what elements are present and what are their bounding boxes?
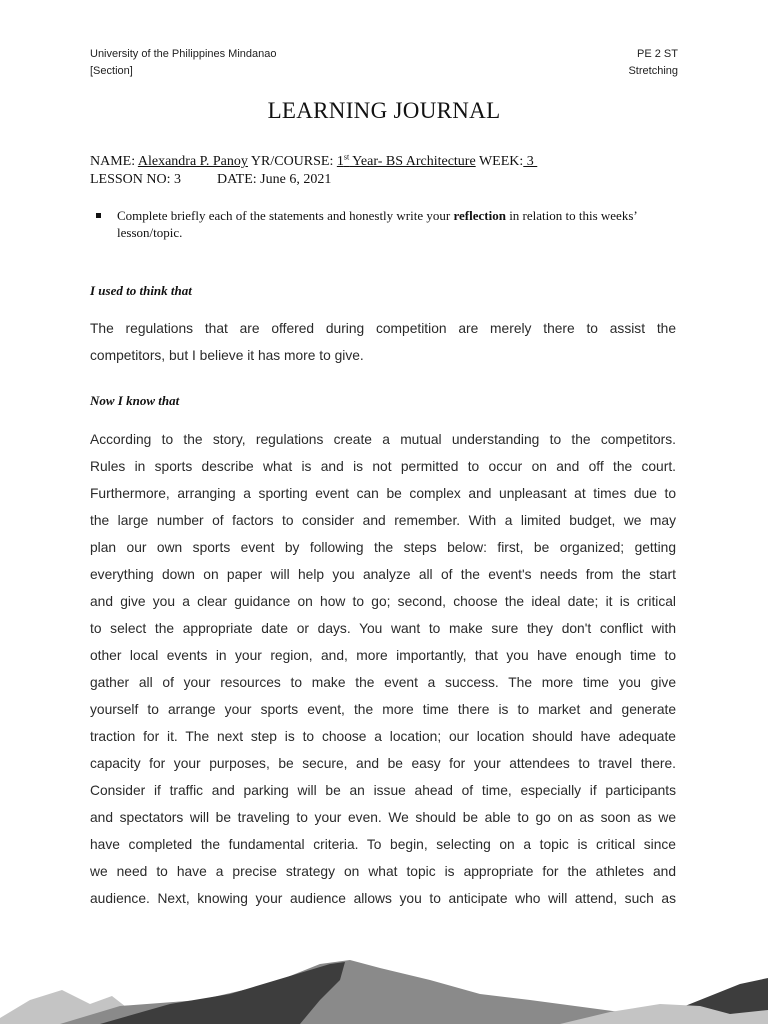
week-label: WEEK: [478,154,524,169]
mountain-range-graphic [0,960,768,1024]
paragraph-line: Furthermore, arranging a sporting event can be complex and unpleasant at times due to [90,486,676,501]
prompt-used-to-think: I used to think that [90,283,192,298]
name-value: Alexandra P. Panoy [137,154,248,169]
document-title: LEARNING JOURNAL [267,98,501,123]
paragraph-line: yourself to arrange your sports event, the more time there is to market and generate [90,702,676,717]
paragraph-line: everything down on paper will help you analyze all of the event's needs from the start [90,567,676,582]
paragraph-line: to select the appropriate date or days. You want to make sure they don't conflict with [90,621,676,636]
header-section: [Section] [90,65,133,77]
paragraph-line: and spectators will be traveling to your even. We should be able to go on as soon as we [90,810,676,825]
lesson-info-line [90,171,331,189]
paragraph-line: gather all of your resources to make the event a success. The more time you give [90,675,676,690]
paragraph-line: the large number of factors to consider and remember. With a limited budget, we may [90,513,676,528]
bullet-square-icon [96,213,101,218]
header-topic: Stretching [628,65,678,77]
header-course-code: PE 2 ST [637,48,678,60]
lesson-number: LESSON NO: 3 [90,172,182,187]
paragraph-line: plan our own sports event by following the steps below: first, be organized; getting [90,540,676,555]
paragraph-line: we need to have a precise strategy on what topic is appropriate for the athletes and [90,864,676,879]
prompt-now-i-know: Now I know that [90,393,180,408]
header-institution [90,46,277,80]
paragraph-line: and give you a clear guidance on how to go; second, choose the ideal date; it is critical [90,594,676,609]
paragraph-line: Consider if traffic and parking will be an issue ahead of time, especially if participants [90,783,676,798]
paragraph-line: other local events in your region, and, more importantly, that you have enough time to [90,648,676,663]
paragraph-line: capacity for your purposes, be secure, and be easy for your attendees to travel there. [90,756,676,771]
instruction-bullet [96,207,686,241]
lesson-date: DATE: June 6, 2021 [217,172,332,187]
paragraph-line: have completed the fundamental criteria. To begin, selecting on a topic is critical since [90,837,676,852]
yr-course-value: 1st Year- BS Architecture [336,152,476,169]
answer-now-i-know [90,426,676,912]
header-course [628,46,678,80]
paragraph-line: audience. Next, knowing your audience allows you to anticipate who will attend, such as [90,891,676,906]
yr-course-label: YR/COURSE: [250,154,334,169]
header-university: University of the Philippines Mindanao [90,48,277,60]
paragraph-line: The regulations that are offered during competition are merely there to assist the [90,321,676,336]
paragraph-line: According to the story, regulations create a mutual understanding to the competitors. [90,432,676,447]
name-label: NAME: [90,154,136,169]
instruction-text: Complete briefly each of the statements and honestly write your reflection in relation to this weeks’ lesson/topic. [117,208,637,240]
answer-used-to-think [90,315,676,369]
student-info-line [90,153,537,171]
paragraph-line: traction for it. The next step is to choose a location; our location should have adequate [90,729,676,744]
week-value: 3 [523,154,538,169]
paragraph-line: competitors, but I believe it has more to give. [90,348,364,363]
paragraph-line: Rules in sports describe what is and is not permitted to occur on and off the court. [90,459,676,474]
